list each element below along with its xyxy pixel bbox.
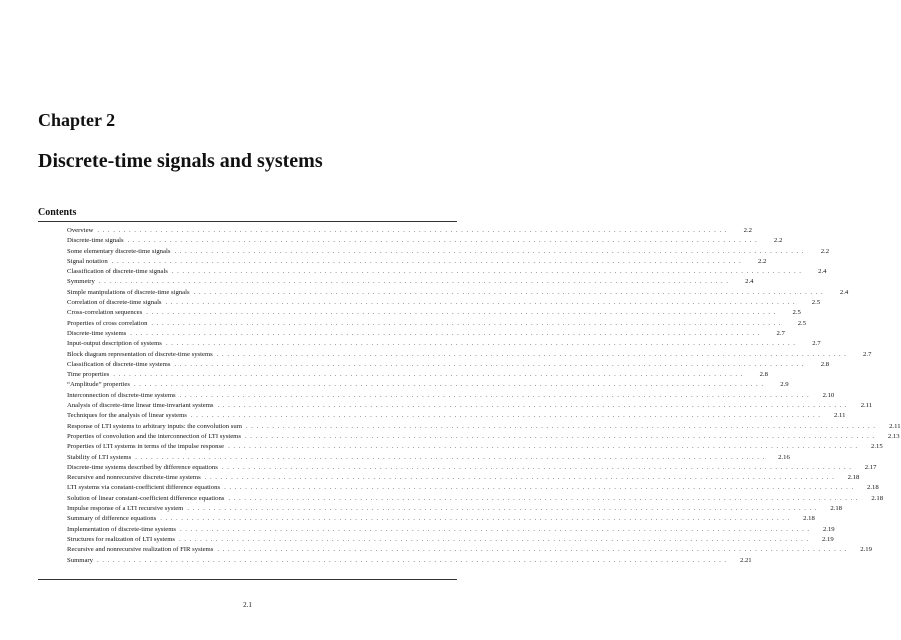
toc-entry-page: 2.8: [759, 371, 768, 379]
toc-entry[interactable]: [67, 247, 830, 257]
toc-entry[interactable]: [67, 391, 835, 401]
toc-entry[interactable]: [67, 339, 821, 349]
toc-entry[interactable]: [67, 525, 835, 535]
toc-dot-leader: ........................................................................................................................: [217, 402, 851, 410]
toc-entry[interactable]: [67, 401, 873, 411]
toc-entry[interactable]: [67, 360, 830, 370]
toc-entry[interactable]: [67, 535, 834, 545]
chapter-label: Chapter 2: [38, 110, 116, 130]
toc-entry-title: Classification of discrete-time systems: [67, 360, 171, 368]
toc-entry-title: Properties of LTI systems in terms of the impulse response: [67, 443, 225, 451]
toc-entry[interactable]: [67, 308, 801, 318]
toc-entry[interactable]: [67, 380, 789, 390]
toc-entry-title: Implementation of discrete-time systems: [67, 525, 177, 533]
toc-entry-title: Classification of discrete-time signals: [67, 268, 168, 276]
toc-entry-title: Signal notation: [67, 257, 108, 265]
toc-entry[interactable]: [67, 422, 901, 432]
toc-entry-title: Discrete-time systems: [67, 329, 127, 337]
toc-entry-page: 2.2: [743, 227, 752, 234]
toc-dot-leader: ........................................................................................................................: [204, 474, 838, 482]
toc-entry-page: 2.5: [797, 319, 807, 327]
toc-entry-page: 2.11: [860, 402, 873, 410]
toc-entry-page: 2.18: [847, 474, 860, 482]
toc-entry[interactable]: [67, 226, 752, 236]
toc-dot-leader: ........................................................................................................................: [135, 453, 768, 461]
toc-dot-leader: ........................................................................................................................: [187, 505, 821, 513]
toc-entry[interactable]: [67, 298, 821, 308]
toc-entry[interactable]: [67, 494, 884, 504]
toc-entry-title: Simple manipulations of discrete-time signals: [67, 288, 190, 296]
toc-entry-title: Block diagram representation of discrete-time systems: [67, 350, 213, 358]
toc-entry-title: Techniques for the analysis of linear systems: [67, 412, 187, 420]
toc-entry-page: 2.7: [812, 340, 821, 348]
toc-dot-leader: ........................................................................................................................: [113, 371, 746, 379]
toc-entry[interactable]: [67, 453, 790, 463]
toc-dot-leader: ........................................................................................................................: [179, 391, 813, 399]
toc-entry[interactable]: [67, 514, 815, 524]
toc-dot-leader: ........................................................................................................................: [193, 288, 827, 296]
toc-entry-title: Correlation of discrete-time signals: [67, 299, 162, 307]
toc-dot-leader: ........................................................................................................................: [180, 525, 813, 533]
toc-dot-leader: ........................................................................................................................: [171, 268, 805, 276]
toc-entry[interactable]: [67, 442, 883, 452]
toc-entry-title: Properties of convolution and the interconnection of LTI systems: [67, 432, 241, 440]
toc-dot-leader: ........................................................................................................................: [245, 422, 879, 430]
toc-entry-title: Structures for realization of LTI systems: [67, 535, 176, 543]
toc-dot-leader: ........................................................................................................................: [97, 556, 730, 564]
toc-entry[interactable]: [67, 483, 879, 493]
toc-entry-page: 2.4: [839, 288, 849, 296]
toc-entry-title: Recursive and nonrecursive discrete-time systems: [67, 474, 201, 482]
toc-entry-title: “Amplitude” properties: [67, 381, 130, 389]
toc-entry-page: 2.7: [776, 329, 785, 337]
toc-entry-page: 2.2: [820, 247, 830, 255]
toc-entry[interactable]: [67, 473, 860, 483]
toc-entry[interactable]: [67, 432, 900, 442]
toc-entry-title: Summary of difference equations: [67, 515, 157, 523]
toc-entry-title: Impulse response of a LTI recursive system: [67, 505, 184, 513]
toc-entry-title: Overview: [67, 227, 94, 234]
toc-entry[interactable]: [67, 556, 752, 566]
toc-dot-leader: ........................................................................................................................: [174, 247, 808, 255]
toc-entry-page: 2.19: [860, 546, 872, 554]
toc-dot-leader: ........................................................................................................................: [151, 319, 785, 327]
toc-entry[interactable]: [67, 545, 872, 555]
toc-entry-title: Discrete-time signals: [67, 237, 124, 245]
toc-entry-title: Discrete-time systems described by difference equations: [67, 463, 218, 471]
toc-dot-leader: ........................................................................................................................: [127, 237, 761, 245]
toc-entry-page: 2.15: [871, 443, 883, 451]
toc-entry-title: Stability of LTI systems: [67, 453, 132, 461]
toc-entry-page: 2.4: [745, 278, 754, 286]
toc-dot-leader: ........................................................................................................................: [224, 484, 857, 492]
toc-dot-leader: ........................................................................................................................: [133, 381, 767, 389]
toc-entry-page: 2.19: [821, 535, 834, 543]
toc-entry-title: Response of LTI systems to arbitrary inputs: the convolution sum: [67, 422, 242, 430]
toc-dot-leader: ........................................................................................................................: [216, 350, 850, 358]
toc-dot-leader: ........................................................................................................................: [130, 329, 763, 337]
toc-entry-title: Cross-correlation sequences: [67, 309, 143, 317]
toc-dot-leader: ........................................................................................................................: [174, 360, 808, 368]
toc-entry-title: Input-output description of systems: [67, 340, 162, 348]
toc-entry-title: Recursive and nonrecursive realization of FIR systems: [67, 546, 214, 554]
contents-top-rule: [38, 221, 457, 222]
toc-entry-title: LTI systems via constant-coefficient difference equations: [67, 484, 221, 492]
toc-dot-leader: ........................................................................................................................: [228, 494, 862, 502]
toc-entry[interactable]: [67, 411, 846, 421]
toc-dot-leader: ........................................................................................................................: [165, 340, 799, 348]
toc-dot-leader: ........................................................................................................................: [190, 412, 824, 420]
toc-dot-leader: ........................................................................................................................: [160, 515, 793, 523]
toc-entry[interactable]: [67, 236, 783, 246]
toc-entry-title: Properties of cross correlation: [67, 319, 148, 327]
toc-entry-page: 2.9: [780, 381, 789, 389]
toc-dot-leader: ........................................................................................................................: [165, 299, 799, 307]
toc-entry-page: 2.2: [757, 257, 767, 265]
toc-entry[interactable]: [67, 277, 754, 287]
contents-bottom-rule: [38, 579, 457, 580]
toc-entry-page: 2.21: [739, 556, 752, 564]
toc-entry-title: Interconnection of discrete-time systems: [67, 391, 176, 399]
toc-entry-page: 2.5: [811, 299, 821, 307]
toc-entry-page: 2.18: [830, 505, 843, 513]
toc-dot-leader: ........................................................................................................................: [221, 463, 855, 471]
toc-dot-leader: ........................................................................................................................: [217, 546, 850, 554]
toc-entry-title: Analysis of discrete-time linear time-invariant systems: [67, 402, 214, 410]
toc-dot-leader: ........................................................................................................................: [179, 535, 812, 543]
toc-entry-title: Time properties: [67, 371, 110, 379]
toc-entry-page: 2.11: [889, 422, 901, 430]
table-of-contents: [67, 226, 901, 566]
contents-heading: Contents: [38, 207, 77, 218]
toc-entry-page: 2.10: [822, 391, 835, 399]
toc-dot-leader: ........................................................................................................................: [244, 432, 878, 440]
toc-entry-title: Symmetry: [67, 278, 95, 286]
toc-dot-leader: ........................................................................................................................: [97, 227, 730, 234]
toc-dot-leader: ........................................................................................................................: [111, 257, 745, 265]
toc-dot-leader: ........................................................................................................................: [228, 443, 861, 451]
toc-entry[interactable]: [67, 370, 768, 380]
toc-entry-page: 2.8: [820, 360, 830, 368]
toc-entry-page: 2.17: [864, 463, 877, 471]
toc-entry[interactable]: [67, 267, 827, 277]
toc-entry[interactable]: [67, 350, 872, 360]
toc-entry-page: 2.13: [887, 432, 900, 440]
toc-entry[interactable]: [67, 329, 785, 339]
toc-entry[interactable]: [67, 463, 877, 473]
toc-entry-page: 2.4: [818, 268, 827, 276]
toc-entry-page: 2.18: [867, 484, 879, 492]
toc-entry-page: 2.7: [863, 350, 872, 358]
toc-entry-title: Solution of linear constant-coefficient difference equations: [67, 494, 225, 502]
page-number: 2.1: [243, 601, 252, 609]
toc-entry-page: 2.18: [871, 494, 884, 502]
toc-entry-title: Summary: [67, 556, 94, 564]
toc-entry-page: 2.16: [778, 453, 790, 461]
toc-entry[interactable]: [67, 288, 849, 298]
toc-entry-page: 2.11: [834, 412, 846, 420]
toc-entry-page: 2.2: [773, 237, 783, 245]
chapter-title: Discrete-time signals and systems: [38, 150, 323, 172]
toc-entry-page: 2.18: [803, 515, 815, 523]
toc-entry-page: 2.5: [792, 309, 801, 317]
toc-entry[interactable]: [67, 504, 843, 514]
toc-entry[interactable]: [67, 257, 767, 267]
toc-entry-page: 2.19: [822, 525, 835, 533]
toc-dot-leader: ........................................................................................................................: [98, 278, 732, 286]
toc-entry[interactable]: [67, 319, 807, 329]
toc-dot-leader: ........................................................................................................................: [146, 309, 779, 317]
toc-entry-title: Some elementary discrete-time signals: [67, 247, 171, 255]
